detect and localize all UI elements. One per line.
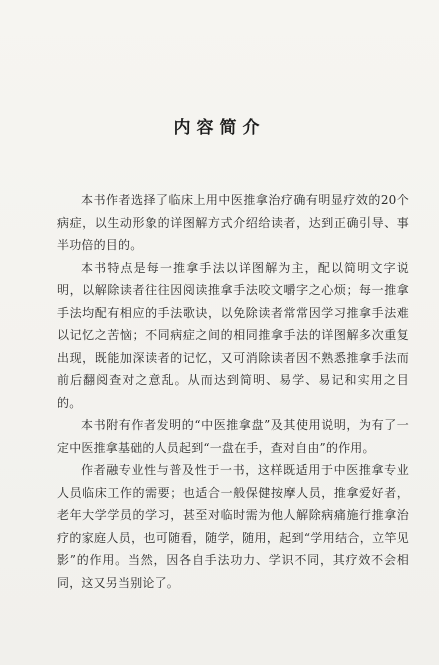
page-title: 内容简介 [173,118,266,139]
paragraph-4: 作者融专业性与普及性于一书，这样既适用于中医推拿专业人员临床工作的需要；也适合一般保健按摩人员，推拿爱好者，老年大学学员的学习，甚至对临时需为他人解除病痛施行推拿治疗的家庭人员，也可随看，随学，随用，起到“学用结合，立竿见影”的作用。当然，因各自手法功力、学识不同，其疗效不会相同，这又另当别论了。 [57,463,409,590]
paragraph-2: 本书特点是每一推拿手法以详图解为主，配以简明文字说明，以解除读者往往因阅读推拿手法咬文嚼字之心烦；每一推拿手法均配有相应的手法歌诀，以免除读者常常因学习推拿手法难以记忆之苦恼；不同病症之间的相同推拿手法的详图解多次重复出现，既能加深读者的记忆，又可消除读者因不熟悉推拿手法而前后翻阅查对之意乱。从而达到简明、易学、易记和实用之目的。 [57,260,409,410]
paragraph-3: 本书附有作者发明的“中医推拿盘”及其使用说明，为有了一定中医推拿基础的人员起到“一盘在手，查对自由”的作用。 [57,418,409,455]
paragraph-1: 本书作者选择了临床上用中医推拿治疗确有明显疗效的20个病症，以生动形象的详图解方式介绍给读者，达到正确引导、事半功倍的目的。 [57,193,409,252]
intro-text-body [57,189,409,594]
